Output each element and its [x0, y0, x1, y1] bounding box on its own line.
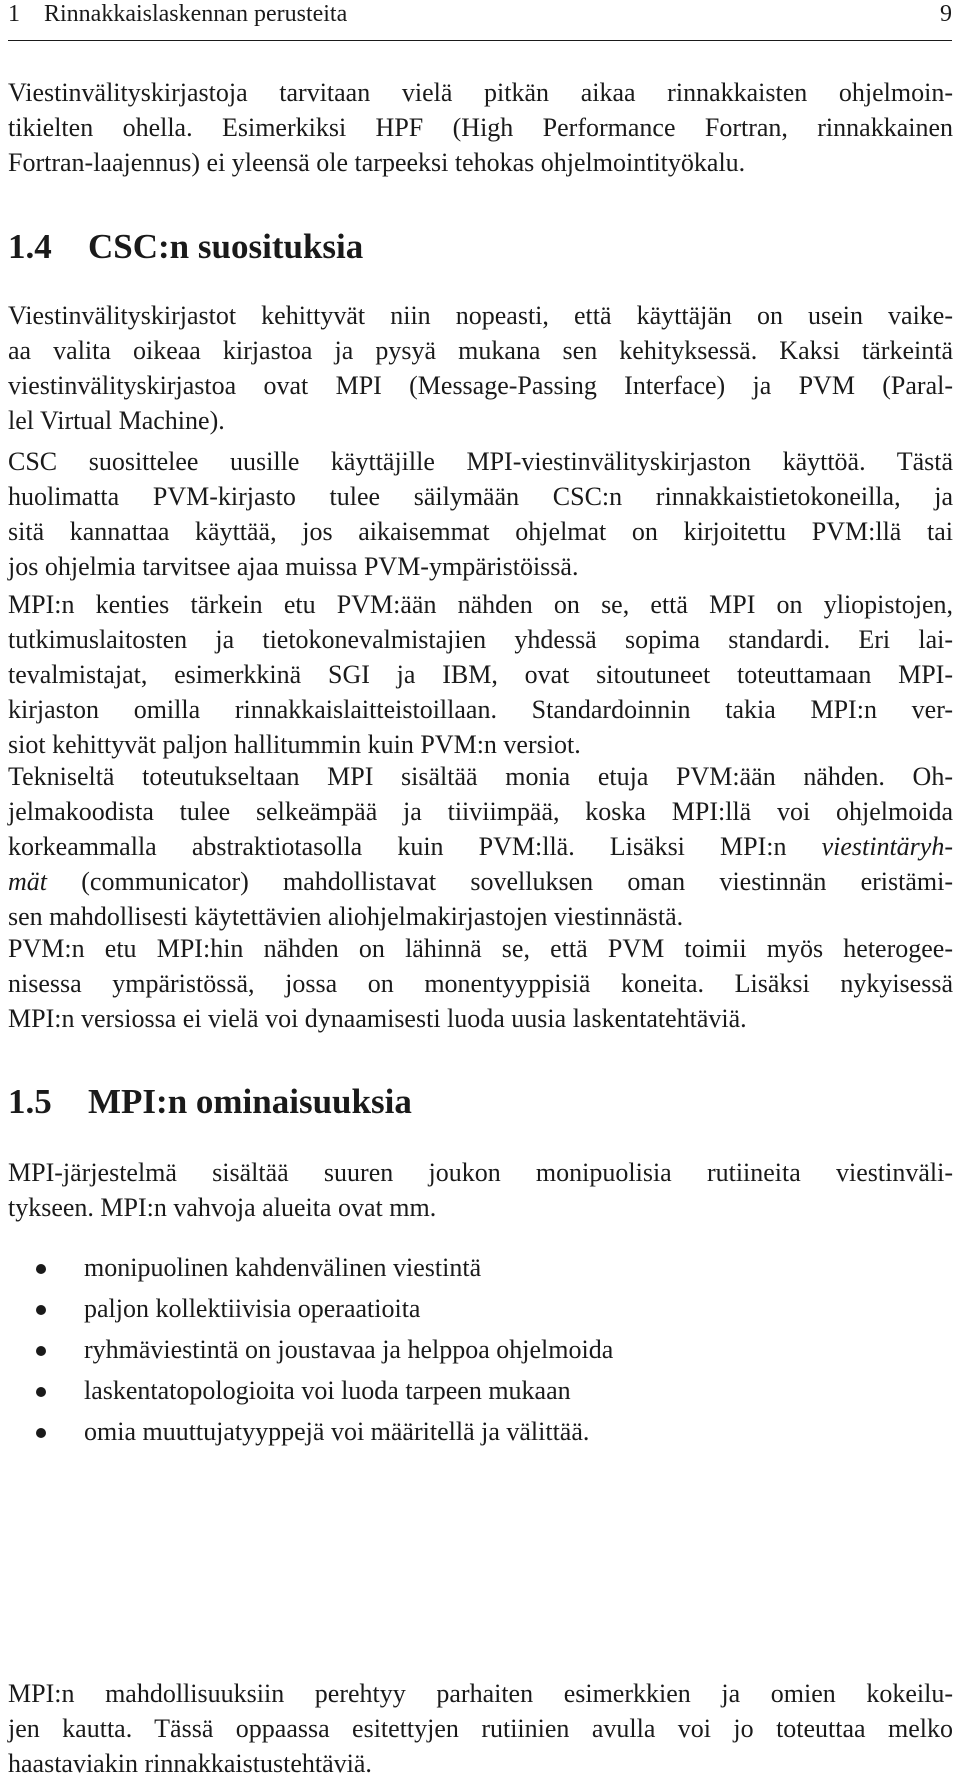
section-number: 1.4: [8, 227, 52, 266]
text-line: jelmakoodista tulee selkeämpää ja tiiviimpää, koska MPI:llä voi ohjelmoida: [8, 797, 953, 826]
section-title: MPI:n ominaisuuksia: [88, 1082, 412, 1121]
section-number: 1.5: [8, 1082, 52, 1121]
list-item: [8, 1373, 953, 1414]
list-item: [8, 1291, 953, 1332]
text-line: Fortran-laajennus) ei yleensä ole tarpeeksi tehokas ohjelmointityökalu.: [8, 148, 746, 177]
list-item-text: laskentatopologioita voi luoda tarpeen mukaan: [84, 1376, 571, 1405]
text-line: tutkimuslaitosten ja tietokonevalmistajien yhdessä sopima standardi. Eri lai-: [8, 625, 953, 654]
text-line: jos ohjelmia tarvitsee ajaa muissa PVM-ympäristöissä.: [8, 552, 579, 581]
text-run: korkeammalla abstraktiotasolla kuin PVM:llä. Lisäksi MPI:n: [8, 832, 822, 861]
section-1-5-paragraph-1: [8, 1155, 953, 1225]
text-line: Viestinvälityskirjastoja tarvitaan vielä pitkän aikaa rinnakkaisten ohjelmoin-: [8, 78, 953, 107]
running-header: [8, 0, 952, 30]
text-line: Viestinvälityskirjastot kehittyvät niin nopeasti, että käyttäjän on usein vaike-: [8, 301, 953, 330]
text-line: MPI:n kenties tärkein etu PVM:ään nähden on se, että MPI on yliopistojen,: [8, 590, 953, 619]
text-line: nisessa ympäristössä, jossa on monentyyppisiä koneita. Lisäksi nykyisessä: [8, 969, 953, 998]
text-line: [8, 829, 953, 864]
emphasized-term: mät: [8, 867, 47, 896]
section-1-5-paragraph-2: [8, 1676, 953, 1781]
text-line: CSC suosittelee uusille käyttäjille MPI-viestinvälityskirjaston käyttöä. Tästä: [8, 447, 953, 476]
text-line: MPI-järjestelmä sisältää suuren joukon monipuolisia rutiineita viestinväli-: [8, 1158, 953, 1187]
text-line: viestinvälityskirjastoa ovat MPI (Message-Passing Interface) ja PVM (Paral-: [8, 371, 953, 400]
text-line: [8, 864, 953, 899]
chapter-number: 1: [8, 1, 20, 27]
feature-list: [8, 1250, 953, 1455]
chapter-title: Rinnakkaislaskennan perusteita: [44, 1, 348, 27]
list-item: [8, 1250, 953, 1291]
text-line: tikielten ohella. Esimerkiksi HPF (High Performance Fortran, rinnakkainen: [8, 113, 953, 142]
text-line: siot kehittyvät paljon hallitummin kuin PVM:n versiot.: [8, 730, 581, 759]
section-1-4-paragraph-2: [8, 444, 953, 584]
list-item-text: monipuolinen kahdenvälinen viestintä: [84, 1253, 482, 1282]
bullet-icon: [36, 1428, 46, 1438]
text-line: jen kautta. Tässä oppaassa esitettyjen rutiinien avulla voi jo toteuttaa melko: [8, 1714, 953, 1743]
bullet-icon: [36, 1387, 46, 1397]
text-line: MPI:n versiossa ei vielä voi dynaamisesti luoda uusia laskentatehtäviä.: [8, 1004, 747, 1033]
text-line: kirjaston omilla rinnakkaislaitteistoillaan. Standardoinnin takia MPI:n ver-: [8, 695, 953, 724]
text-line: tevalmistajat, esimerkkinä SGI ja IBM, ovat sitoutuneet toteuttamaan MPI-: [8, 660, 953, 689]
section-1-4-paragraph-3: [8, 587, 953, 762]
bullet-icon: [36, 1346, 46, 1356]
emphasized-term: viestintäryh-: [821, 832, 953, 861]
list-item-text: ryhmäviestintä on joustavaa ja helppoa ohjelmoida: [84, 1335, 614, 1364]
page-number: 9: [940, 1, 952, 27]
list-item: [8, 1414, 953, 1455]
section-heading-1-4: [8, 227, 363, 267]
section-1-4-paragraph-5: [8, 931, 953, 1036]
text-line: haastaviakin rinnakkaistustehtäviä.: [8, 1749, 372, 1778]
text-line: MPI:n mahdollisuuksiin perehtyy parhaiten esimerkkien ja omien kokeilu-: [8, 1679, 953, 1708]
bullet-icon: [36, 1305, 46, 1315]
text-line: aa valita oikeaa kirjastoa ja pysyä mukana sen kehityksessä. Kaksi tärkeintä: [8, 336, 953, 365]
text-line: lel Virtual Machine).: [8, 406, 225, 435]
text-line: PVM:n etu MPI:hin nähden on lähinnä se, että PVM toimii myös heterogee-: [8, 934, 953, 963]
text-line: sen mahdollisesti käytettävien aliohjelmakirjastojen viestinnästä.: [8, 902, 684, 931]
text-line: huolimatta PVM-kirjasto tulee säilymään CSC:n rinnakkaistietokoneilla, ja: [8, 482, 953, 511]
list-item-text: omia muuttujatyyppejä voi määritellä ja välittää.: [84, 1417, 590, 1446]
section-1-4-paragraph-1: [8, 298, 953, 438]
section-heading-1-5: [8, 1082, 412, 1122]
intro-paragraph: [8, 75, 953, 180]
section-1-4-paragraph-4: [8, 759, 953, 934]
text-run: (communicator) mahdollistavat sovelluksen oman viestinnän eristämi-: [47, 867, 953, 896]
header-rule: [8, 40, 952, 41]
section-title: CSC:n suosituksia: [88, 227, 364, 266]
bullet-icon: [36, 1264, 46, 1274]
text-line: tykseen. MPI:n vahvoja alueita ovat mm.: [8, 1193, 437, 1222]
text-line: sitä kannattaa käyttää, jos aikaisemmat ohjelmat on kirjoitettu PVM:llä tai: [8, 517, 953, 546]
text-line: Tekniseltä toteutukseltaan MPI sisältää monia etuja PVM:ään nähden. Oh-: [8, 762, 953, 791]
list-item: [8, 1332, 953, 1373]
list-item-text: paljon kollektiivisia operaatioita: [84, 1294, 421, 1323]
